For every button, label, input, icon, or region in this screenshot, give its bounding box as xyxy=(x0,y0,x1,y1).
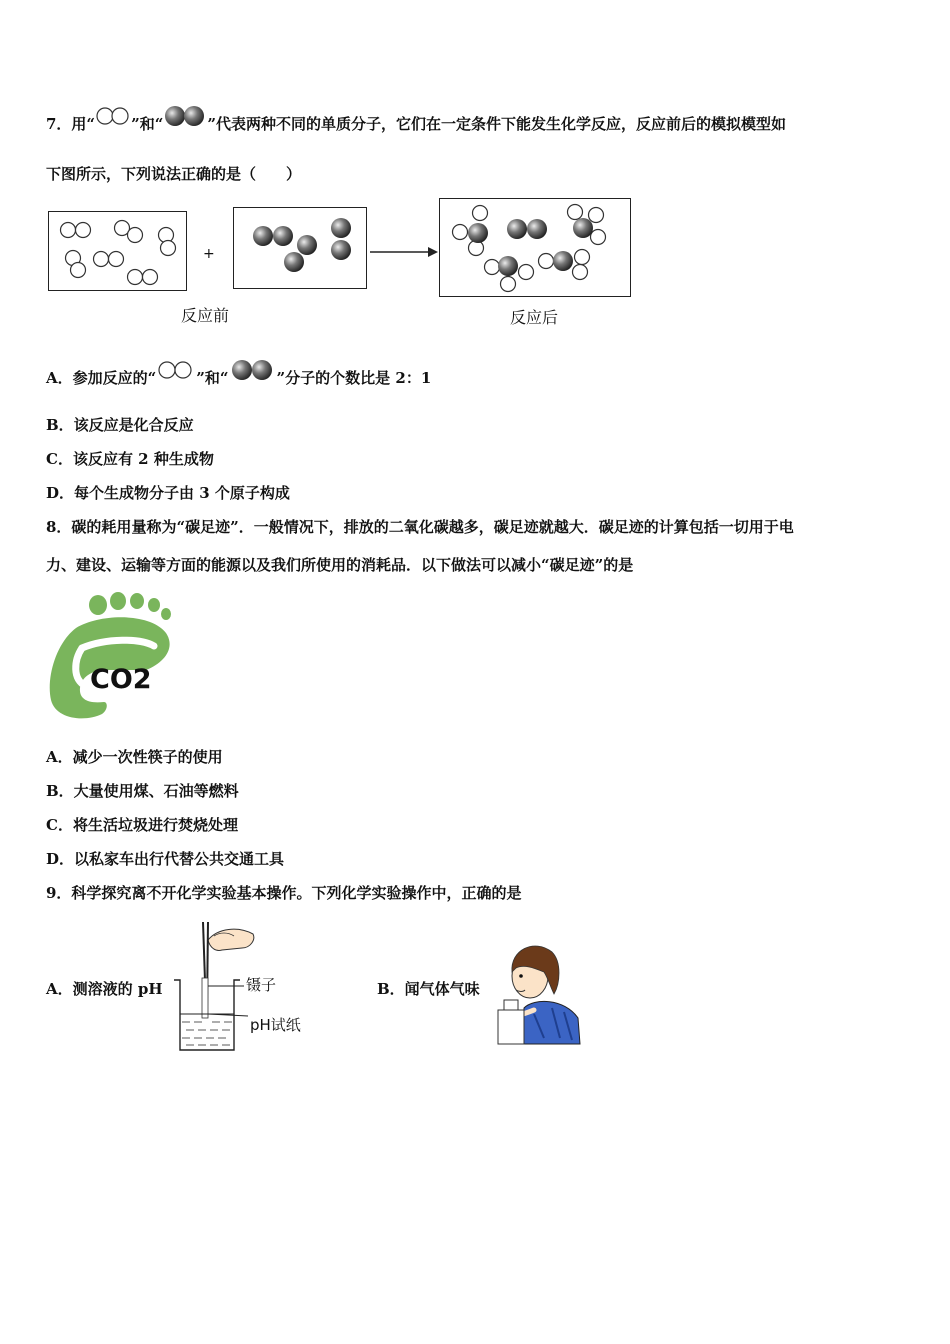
white-molecule-icon xyxy=(156,360,196,380)
reaction-arrow xyxy=(370,246,438,258)
after-box xyxy=(439,198,631,297)
q7-option-d: D．每个生成物分子由 3 个原子构成 xyxy=(46,484,290,502)
white-molecule-icon xyxy=(95,106,131,126)
plus-sign: + xyxy=(203,246,215,262)
before-box-gray xyxy=(233,207,367,289)
before-box-white xyxy=(48,211,187,291)
gray-molecule-icon xyxy=(163,104,207,128)
q7-option-c: C．该反应有 2 种生成物 xyxy=(46,450,214,468)
gray-molecule-icon xyxy=(229,358,277,382)
footprint-icon xyxy=(46,588,176,722)
label-before: 反应前 xyxy=(181,306,230,325)
label-after: 反应后 xyxy=(510,308,559,327)
q7-stem-line2: 下图所示，下列说法正确的是（ ） xyxy=(46,165,302,183)
ph-test-beaker-illustration xyxy=(168,918,308,1056)
carbon-footprint-logo xyxy=(46,588,176,722)
logo-co2-text: CO2 xyxy=(90,664,152,695)
q9-stem: 9．科学探究离不开化学实验基本操作。下列化学实验操作中，正确的是 xyxy=(46,884,522,902)
q8-stem-line2: 力、建设、运输等方面的能源以及我们所使用的消耗品．以下做法可以减小“碳足迹”的是 xyxy=(46,556,634,574)
label-tweezers: 镊子 xyxy=(246,976,277,994)
q8-option-c: C．将生活垃圾进行焚烧处理 xyxy=(46,816,238,834)
white-molecules-group xyxy=(49,212,186,290)
q8-stem-line1: 8．碳的耗用量称为“碳足迹”．一般情况下，排放的二氧化碳越多，碳足迹就越大．碳足迹的计算包括一切用于电 xyxy=(46,518,794,536)
smelling-gas-illustration xyxy=(494,938,584,1048)
q8-option-b: B．大量使用煤、石油等燃料 xyxy=(46,782,239,800)
product-molecules-group xyxy=(440,199,630,296)
q7-option-b: B．该反应是化合反应 xyxy=(46,416,194,434)
q7-stem-line1: 7．用“ ”和“ ”代表两种不同的单质分子，它们在一定条件下能发生化学反应，反应前后的模拟模型如 xyxy=(46,114,786,134)
q8-option-d: D．以私家车出行代替公共交通工具 xyxy=(46,850,285,868)
gray-molecules-group xyxy=(234,208,366,288)
q8-option-a: A．减少一次性筷子的使用 xyxy=(46,748,223,766)
label-ph-paper: pH试纸 xyxy=(250,1016,301,1034)
q7-option-a: A．参加反应的“ ”和“ ”分子的个数比是 2：1 xyxy=(46,368,431,388)
q9-option-b: B．闻气体气味 xyxy=(377,980,480,998)
q9-option-a: A．测溶液的 pH xyxy=(46,980,163,998)
